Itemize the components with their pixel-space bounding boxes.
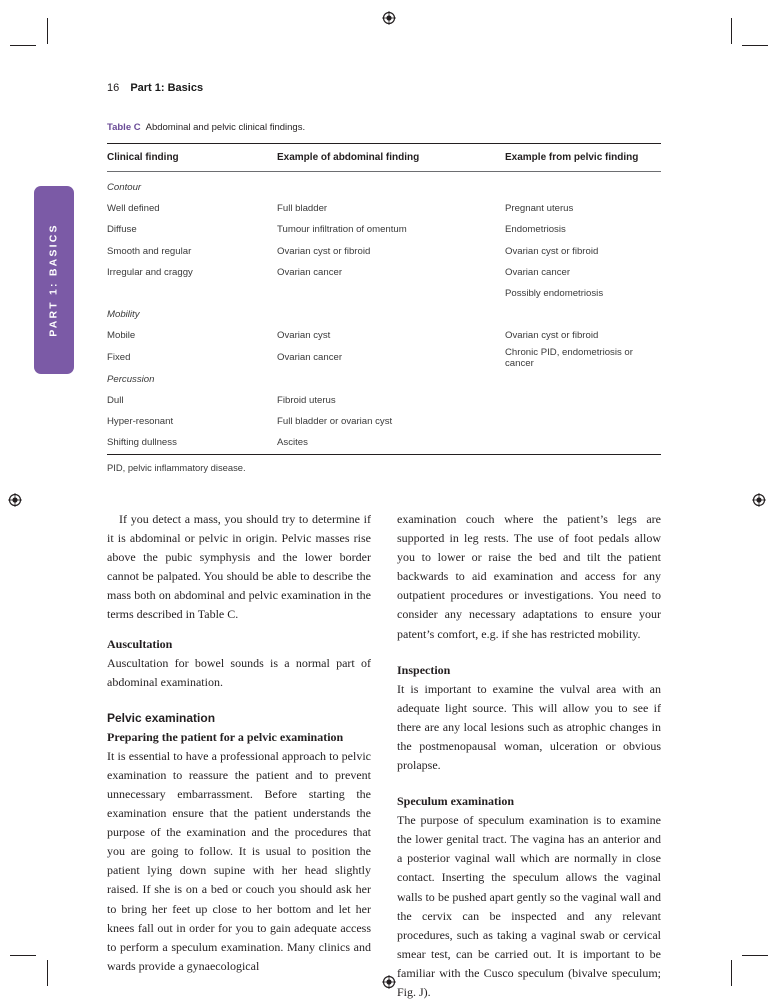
- column-header: Example of abdominal finding: [277, 152, 420, 163]
- subsection-heading: Preparing the patient for a pelvic examination: [107, 729, 344, 744]
- table-row: [107, 347, 661, 369]
- page-number: 16: [107, 82, 120, 94]
- table-cell-pelvic: Ovarian cancer: [505, 266, 571, 278]
- table-row: [107, 304, 661, 325]
- table-cell-pelvic: [505, 411, 661, 432]
- table-row: [107, 198, 661, 219]
- registration-mark-icon: [752, 493, 766, 507]
- table-cell-abdominal: [277, 283, 505, 304]
- table-cell-pelvic: Ovarian cyst or fibroid: [505, 330, 599, 342]
- table-caption: [107, 122, 305, 133]
- table-cell-pelvic: Chronic PID, endometriosis or cancer: [505, 346, 633, 369]
- body-paragraph: It is important to examine the vulval area with an adequate light source. This will allow you to see if there are any local lesions such as atrophic changes in the postmenopausal woman, ulceration or obvious prolapse.: [397, 681, 661, 773]
- crop-mark: [731, 960, 732, 986]
- left-text-column: [107, 510, 371, 976]
- table-cell-abdominal: Full bladder or ovarian cyst: [277, 415, 393, 427]
- table-cell-abdominal: Ovarian cancer: [277, 266, 343, 278]
- crop-mark: [47, 18, 48, 44]
- table-cell-pelvic: [505, 177, 661, 198]
- section-heading: Auscultation: [107, 636, 173, 651]
- table-cell-finding: Contour: [107, 182, 142, 194]
- crop-mark: [742, 45, 768, 46]
- table-row: [107, 262, 661, 283]
- registration-mark-icon: [8, 493, 22, 507]
- column-header: Example from pelvic finding: [505, 152, 639, 163]
- table-cell-abdominal: Fibroid uterus: [277, 394, 336, 406]
- registration-mark-icon: [382, 975, 396, 989]
- table-cell-abdominal: Tumour infiltration of omentum: [277, 224, 407, 236]
- table-caption-text: Abdominal and pelvic clinical findings.: [145, 122, 306, 133]
- table-cell-finding: Mobile: [107, 330, 136, 342]
- findings-table: [107, 144, 661, 453]
- crop-mark: [742, 955, 768, 956]
- body-paragraph: The purpose of speculum examination is to examine the lower genital tract. The vagina has an anterior and a posterior vaginal wall which are normally in close contact. Inserting the speculum allows the vaginal walls to be pushed apart gently so the vaginal wall and the cervix can be inspected and any relevant procedures, such as taking a vaginal swab or cervical smear test, can be carried out. It is important to be familiar with the Cusco speculum (bivalve speculum; Fig. J).: [397, 813, 661, 999]
- table-footnote: PID, pelvic inflammatory disease.: [107, 462, 246, 473]
- crop-mark: [10, 955, 36, 956]
- table-cell-pelvic: Endometriosis: [505, 224, 566, 236]
- table-row: [107, 369, 661, 390]
- table-cell-finding: Diffuse: [107, 224, 137, 236]
- running-head: [107, 82, 203, 94]
- table-cell-abdominal: Ascites: [277, 437, 308, 449]
- table-cell-finding: Dull: [107, 394, 124, 406]
- body-paragraph: examination couch where the patient’s legs are supported in leg rests. The use of foot pedals allow you to lower or raise the bed and tilt the patient backwards to aid examination and access for any outpatient procedures or investigations. You need to consider any necessary adaptations to ensure your patent’s comfort, e.g. if she has restricted mobility.: [397, 512, 661, 641]
- section-heading: Pelvic examination: [107, 710, 216, 725]
- table-cell-abdominal: Ovarian cyst or fibroid: [277, 245, 371, 257]
- table-cell-pelvic: Pregnant uterus: [505, 203, 574, 215]
- table-cell-abdominal: Full bladder: [277, 203, 328, 215]
- table-cell-pelvic: Possibly endometriosis: [505, 288, 604, 300]
- table-cell-pelvic: [505, 432, 661, 453]
- table-row: [107, 219, 661, 240]
- crop-mark: [731, 18, 732, 44]
- table-cell-finding: Irregular and craggy: [107, 266, 193, 278]
- body-paragraph: If you detect a mass, you should try to determine if it is abdominal or pelvic in origin. Pelvic masses rise above the pubic symphysis and the lower border cannot be palpated. You should be able to describe the mass both on abdominal and pelvic examination in the terms described in Table C.: [107, 512, 371, 622]
- crop-mark: [10, 45, 36, 46]
- table-row: [107, 390, 661, 411]
- table-cell-pelvic: [505, 390, 661, 411]
- side-tab-label: PART 1: BASICS: [48, 223, 61, 337]
- section-heading: Inspection: [397, 662, 451, 677]
- body-paragraph: It is essential to have a professional approach to pelvic examination to reassure the patient and to prevent unnecessary embarrassment. Before starting the examination ensure that the patient understands the purpose of the examination and the procedures that you are going to follow. It is usual to position the patient lying down supine with her head slightly raised. If she is on a bed or couch you should ask her to bring her feet up close to her bottom and let her knees fall out in order for you to gain adequate access to perform a speculum examination. Many clinics and wards provide a gynaecological: [107, 748, 371, 973]
- section-heading: Speculum examination: [397, 794, 515, 809]
- right-text-column: [397, 510, 661, 1002]
- table-cell-finding: Percussion: [107, 373, 155, 385]
- part-title: Part 1: Basics: [130, 82, 204, 94]
- table-row: [107, 283, 661, 304]
- table-row: [107, 325, 661, 346]
- column-header: Clinical finding: [107, 152, 179, 163]
- table-cell-finding: Smooth and regular: [107, 245, 192, 257]
- table-cell-abdominal: [277, 304, 505, 325]
- table-cell-pelvic: [505, 304, 661, 325]
- crop-mark: [47, 960, 48, 986]
- table-cell-finding: Fixed: [107, 352, 131, 363]
- table-row: [107, 411, 661, 432]
- table-cell-pelvic: [505, 369, 661, 390]
- table-caption-tag: Table C: [107, 122, 141, 133]
- table-cell-abdominal: Ovarian cancer: [277, 352, 343, 363]
- table-row: [107, 432, 661, 453]
- table-bottom-rule: [107, 454, 661, 455]
- table-cell-finding: [107, 283, 277, 304]
- table-row: [107, 241, 661, 262]
- table-cell-pelvic: Ovarian cyst or fibroid: [505, 245, 599, 257]
- registration-mark-icon: [382, 11, 396, 25]
- table-cell-abdominal: [277, 369, 505, 390]
- table-cell-abdominal: [277, 177, 505, 198]
- table-header-row: [107, 144, 661, 171]
- table-cell-finding: Shifting dullness: [107, 437, 177, 449]
- table-row: [107, 177, 661, 198]
- table-cell-finding: Hyper-resonant: [107, 415, 174, 427]
- table-cell-abdominal: Ovarian cyst: [277, 330, 331, 342]
- body-paragraph: Auscultation for bowel sounds is a normal part of abdominal examination.: [107, 655, 371, 689]
- part-side-tab: [34, 186, 74, 374]
- table-cell-finding: Mobility: [107, 309, 140, 321]
- table-cell-finding: Well defined: [107, 203, 160, 215]
